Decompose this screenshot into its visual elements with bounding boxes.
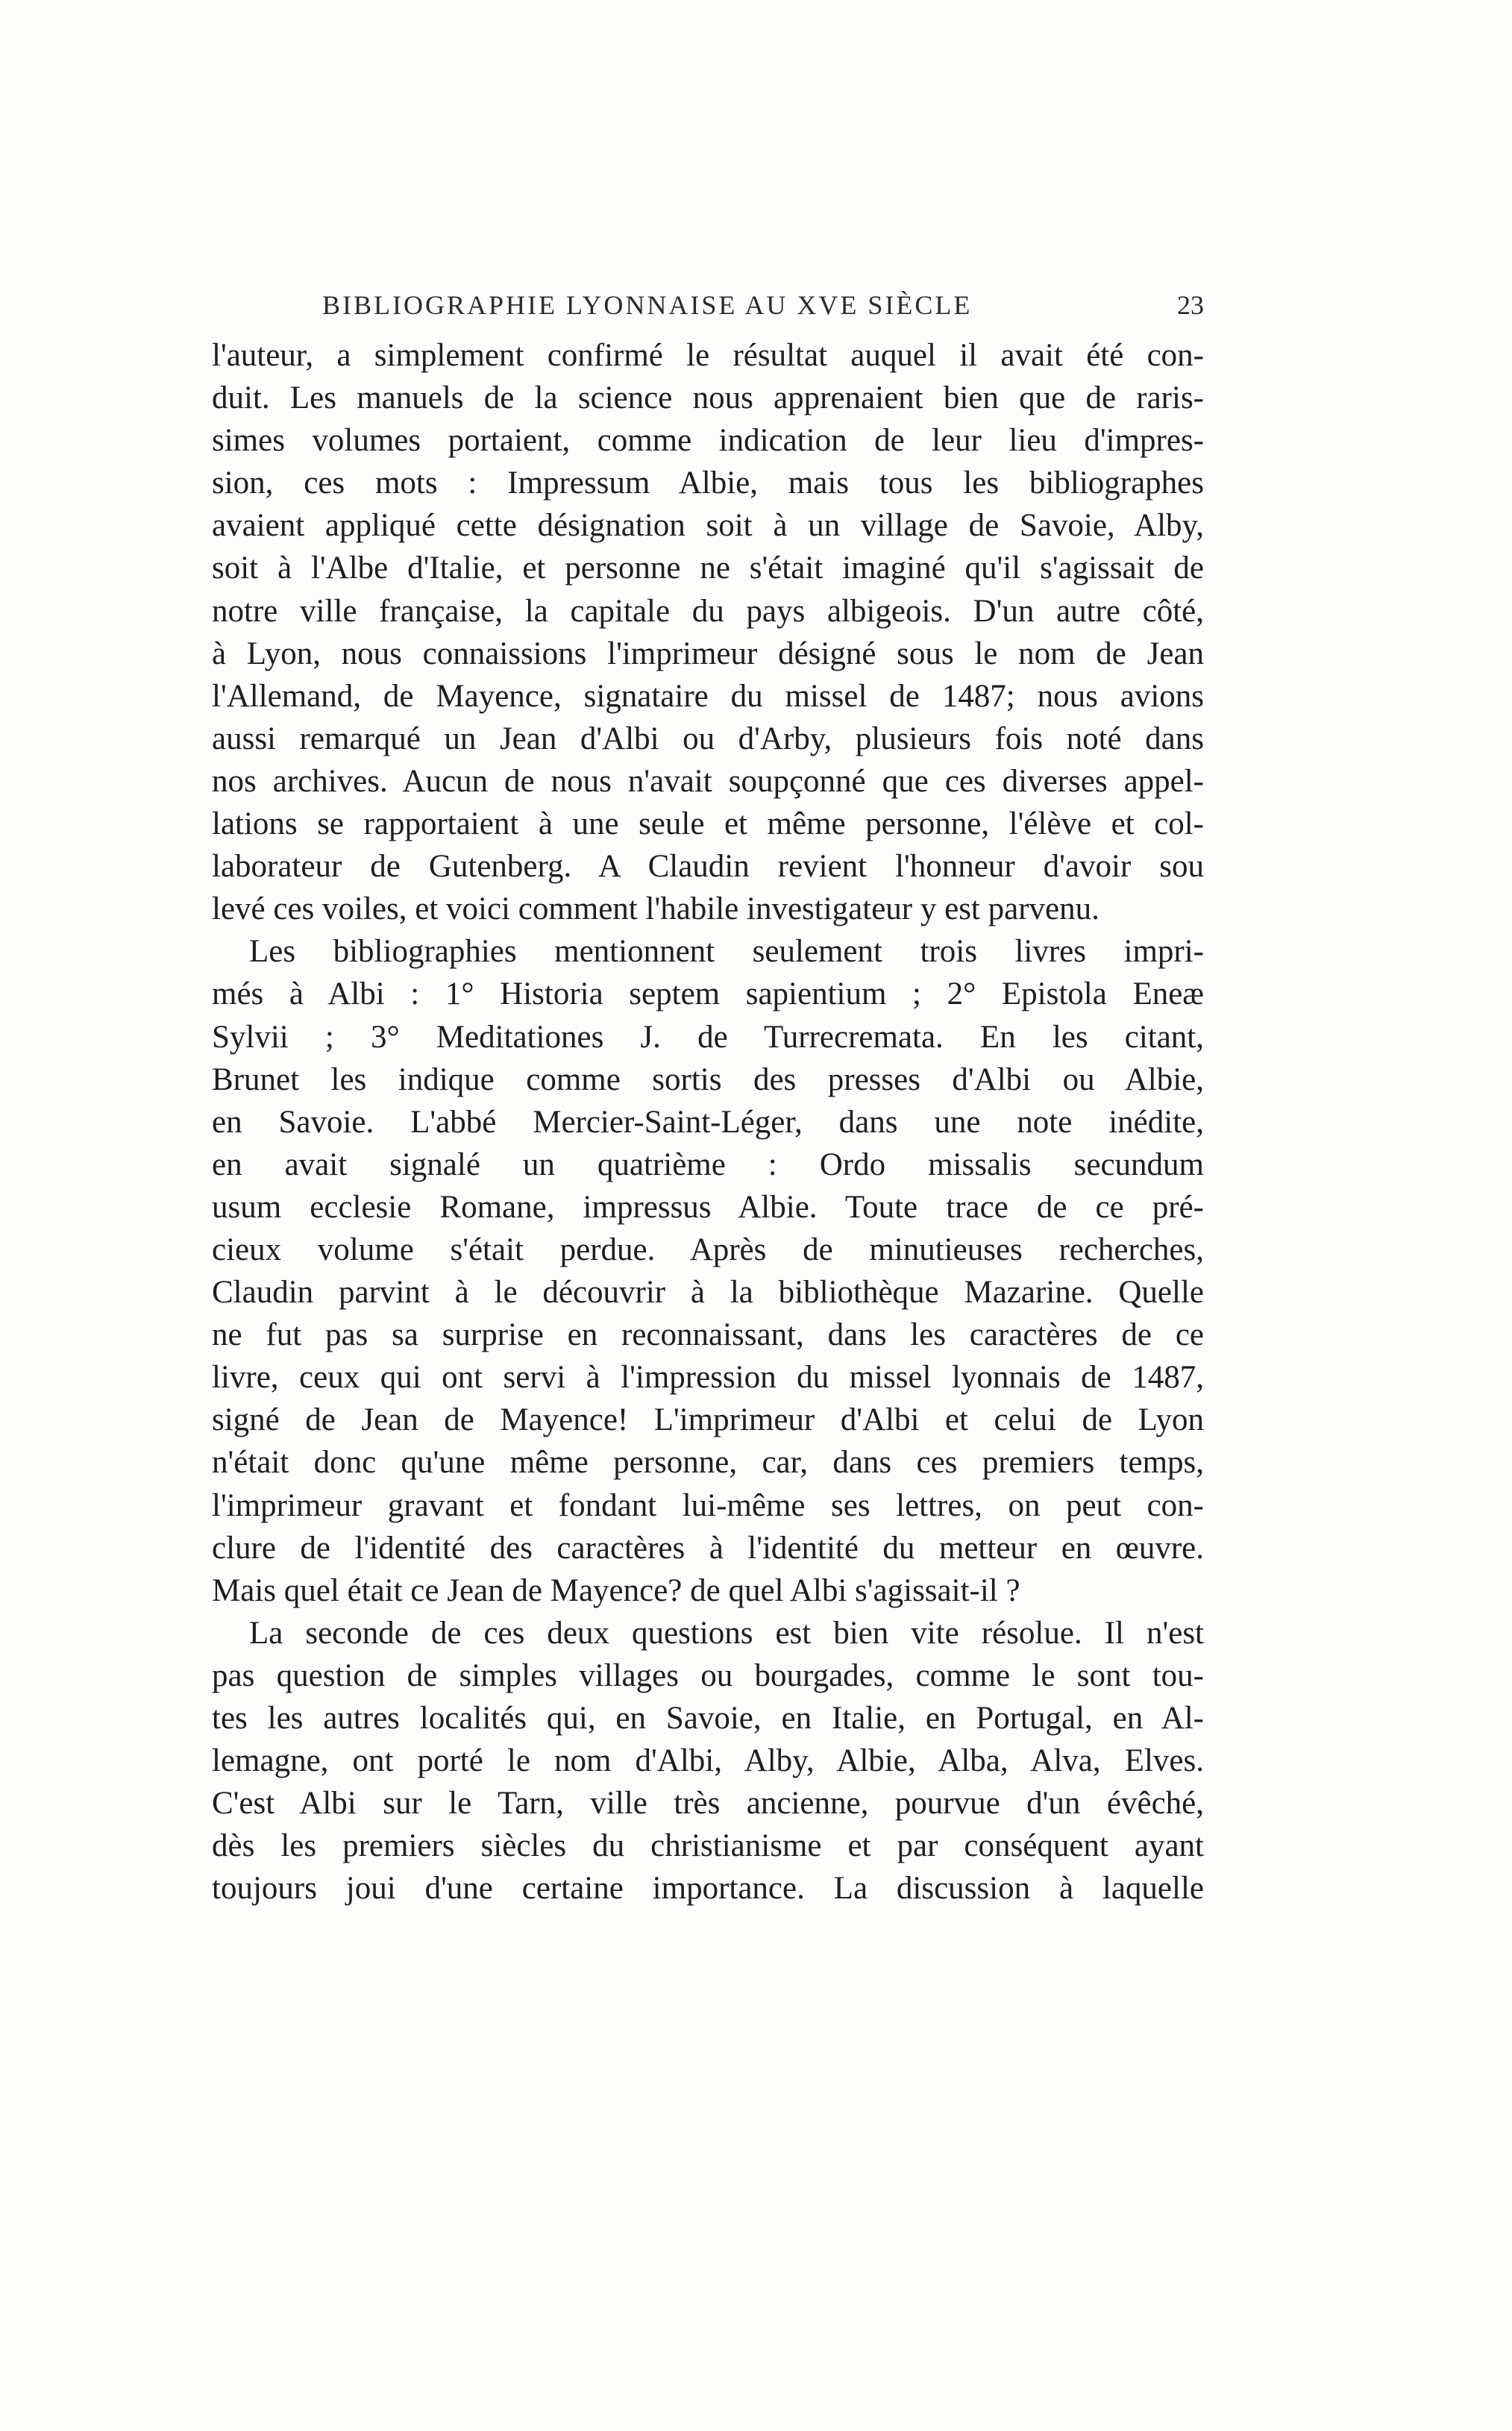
text-line: l'Allemand, de Mayence, signataire du missel de 1487; nous avions <box>212 678 1204 714</box>
text-line: cieux volume s'était perdue. Après de minutieuses recherches, <box>212 1232 1204 1267</box>
text-line: duit. Les manuels de la science nous apprenaient bien que de raris- <box>212 380 1204 416</box>
text-line: l'auteur, a simplement confirmé le résultat auquel il avait été con- <box>212 338 1204 373</box>
text-line: signé de Jean de Mayence! L'imprimeur d'Albi et celui de Lyon <box>212 1402 1204 1438</box>
text-line: clure de l'identité des caractères à l'identité du metteur en œuvre. <box>212 1530 1204 1566</box>
text-line: levé ces voiles, et voici comment l'habile investigateur y est parvenu. <box>212 891 1100 927</box>
text-line: Les bibliographies mentionnent seulement trois livres impri- <box>249 934 1204 970</box>
text-line: lemagne, ont porté le nom d'Albi, Alby, Albie, Alba, Alva, Elves. <box>212 1743 1204 1779</box>
text-line: més à Albi : 1° Historia septem sapientium ; 2° Epistola Eneæ <box>212 976 1204 1012</box>
text-line: laborateur de Gutenberg. A Claudin revient l'honneur d'avoir sou <box>212 849 1204 885</box>
text-line: ne fut pas sa surprise en reconnaissant, dans les caractères de ce <box>212 1317 1204 1353</box>
text-line: livre, ceux qui ont servi à l'impression du missel lyonnais de 1487, <box>212 1360 1204 1396</box>
text-line: lations se rapportaient à une seule et même personne, l'élève et col- <box>212 806 1204 842</box>
text-line: toujours joui d'une certaine importance. La discussion à laquelle <box>212 1871 1204 1907</box>
text-line: Sylvii ; 3° Meditationes J. de Turrecremata. En les citant, <box>212 1019 1204 1055</box>
text-line: tes les autres localités qui, en Savoie, en Italie, en Portugal, en Al- <box>212 1701 1204 1736</box>
text-line: La seconde de ces deux questions est bien vite résolue. Il n'est <box>249 1615 1204 1651</box>
running-title: BIBLIOGRAPHIE LYONNAISE AU XVE SIÈCLE <box>322 290 973 320</box>
text-line: sion, ces mots : Impressum Albie, mais tous les bibliographes <box>212 465 1204 501</box>
text-line: Claudin parvint à le découvrir à la bibliothèque Mazarine. Quelle <box>212 1275 1204 1311</box>
text-line: aussi remarqué un Jean d'Albi ou d'Arby, plusieurs fois noté dans <box>212 721 1204 756</box>
text-line: dès les premiers siècles du christianisme et par conséquent ayant <box>212 1828 1204 1864</box>
text-line: usum ecclesie Romane, impressus Albie. Toute trace de ce pré- <box>212 1189 1204 1225</box>
text-line: simes volumes portaient, comme indication de leur lieu d'impres- <box>212 423 1204 459</box>
text-line: en avait signalé un quatrième : Ordo missalis secundum <box>212 1147 1204 1182</box>
page-number: 23 <box>1177 290 1204 320</box>
text-line: notre ville française, la capitale du pays albigeois. D'un autre côté, <box>212 593 1204 629</box>
body-text <box>212 334 1204 1910</box>
text-line: à Lyon, nous connaissions l'imprimeur désigné sous le nom de Jean <box>212 636 1204 671</box>
text-line: Brunet les indique comme sortis des presses d'Albi ou Albie, <box>212 1061 1204 1097</box>
text-line: C'est Albi sur le Tarn, ville très ancienne, pourvue d'un évêché, <box>212 1786 1204 1822</box>
text-line: nos archives. Aucun de nous n'avait soupçonné que ces diverses appel- <box>212 763 1204 799</box>
text-line: avaient appliqué cette désignation soit à un village de Savoie, Alby, <box>212 508 1204 544</box>
text-line: en Savoie. L'abbé Mercier-Saint-Léger, dans une note inédite, <box>212 1104 1204 1140</box>
text-line: l'imprimeur gravant et fondant lui-même ses lettres, on peut con- <box>212 1487 1204 1523</box>
page-header <box>212 285 1204 330</box>
text-line: soit à l'Albe d'Italie, et personne ne s'était imaginé qu'il s'agissait de <box>212 550 1204 586</box>
text-line: n'était donc qu'une même personne, car, dans ces premiers temps, <box>212 1445 1204 1481</box>
text-line: pas question de simples villages ou bourgades, comme le sont tou- <box>212 1657 1204 1693</box>
text-line: Mais quel était ce Jean de Mayence? de quel Albi s'agissait-il ? <box>212 1572 1020 1608</box>
